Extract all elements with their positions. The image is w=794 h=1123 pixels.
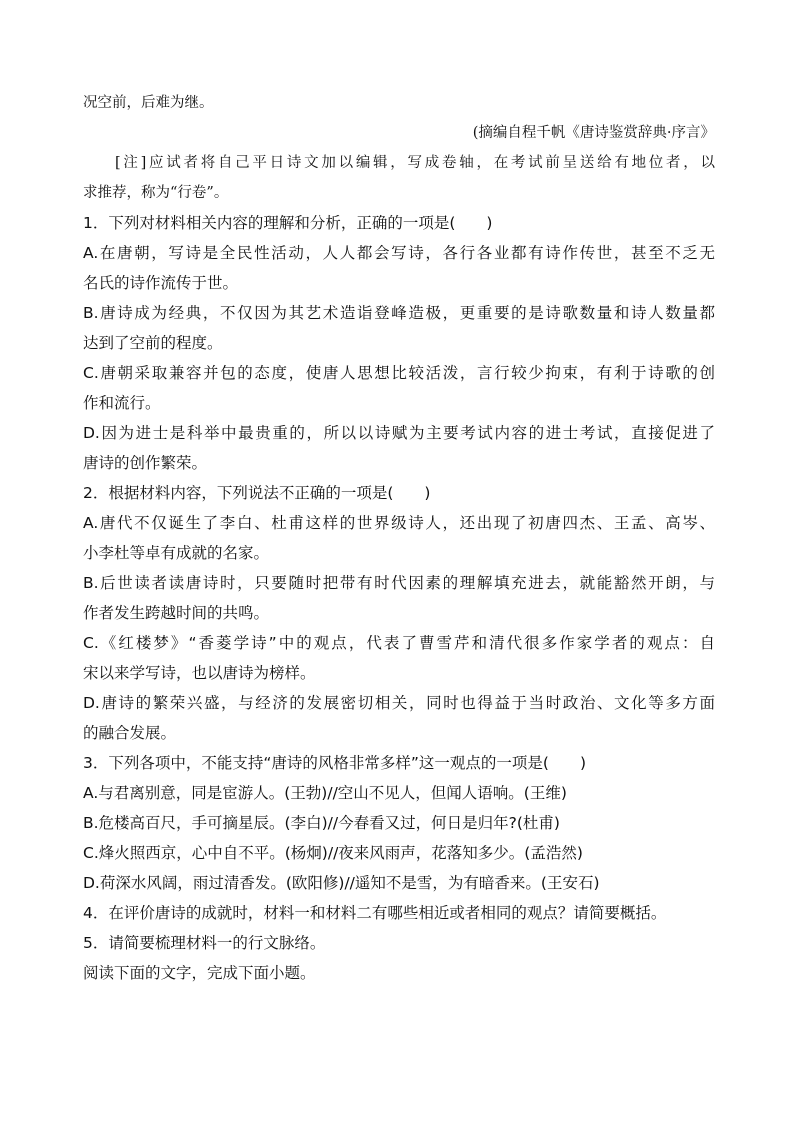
next-section-instruction: 阅读下面的文字，完成下面小题。	[83, 964, 316, 982]
question-3-option-d: D.荷深水风阔，雨过清香发。(欧阳修)//遥知不是雪，为有暗香来。(王安石)	[83, 874, 600, 892]
question-3-option-c: C.烽火照西京，心中自不平。(杨炯)//夜来风雨声，花落知多少。(孟浩然)	[83, 844, 583, 862]
question-1-option-b: B.唐诗成为经典，不仅因为其艺术造诣登峰造极，更重要的是诗歌数量和诗人数量都	[83, 304, 715, 322]
question-3-option-a: A.与君离别意，同是宦游人。(王勃)//空山不见人，但闻人语响。(王维)	[83, 784, 567, 802]
question-1-option-d: D.因为进士是科举中最贵重的，所以以诗赋为主要考试内容的进士考试，直接促进了	[83, 424, 715, 442]
question-2-option-a: A.唐代不仅诞生了李白、杜甫这样的世界级诗人，还出现了初唐四杰、王孟、高岑、	[83, 514, 715, 532]
question-1-stem: 1．下列对材料相关内容的理解和分析，正确的一项是( )	[83, 214, 493, 232]
question-1-option-a: A.在唐朝，写诗是全民性活动，人人都会写诗，各行各业都有诗作传世，甚至不乏无	[83, 244, 715, 262]
question-2-option-c-cont: 宋以来学写诗，也以唐诗为榜样。	[83, 664, 316, 682]
question-5: 5．请简要梳理材料一的行文脉络。	[83, 934, 326, 952]
passage-tail-line: 况空前，后难为继。	[83, 95, 214, 111]
question-3-stem: 3．下列各项中，不能支持“唐诗的风格非常多样”这一观点的一项是( )	[83, 754, 587, 772]
question-2-option-b-cont: 作者发生跨越时间的共鸣。	[83, 604, 270, 622]
question-2-stem: 2．根据材料内容，下列说法不正确的一项是( )	[83, 484, 431, 502]
question-2-option-b: B.后世读者读唐诗时，只要随时把带有时代因素的理解填充进去，就能豁然开朗，与	[83, 574, 715, 592]
question-2-option-d-cont: 的融合发展。	[83, 724, 177, 742]
question-1-option-b-cont: 达到了空前的程度。	[83, 334, 223, 352]
question-3-option-b: B.危楼高百尺，手可摘星辰。(李白)//今春看又过，何日是归年?(杜甫)	[83, 814, 560, 832]
document-page	[83, 88, 715, 988]
passage-citation: (摘编自程千帆《唐诗鉴赏辞典·序言》	[472, 125, 715, 141]
question-2-option-a-cont: 小李杜等卓有成就的名家。	[83, 544, 270, 562]
passage-note-line: 求推荐，称为“行卷”。	[83, 185, 229, 201]
question-1-option-a-cont: 名氏的诗作流传于世。	[83, 274, 239, 292]
question-1-option-c: C.唐朝采取兼容并包的态度，使唐人思想比较活泼，言行较少拘束，有利于诗歌的创	[83, 364, 715, 382]
question-1-option-d-cont: 唐诗的创作繁荣。	[83, 454, 208, 472]
question-2-option-c: C.《红楼梦》“香菱学诗”中的观点，代表了曹雪芹和清代很多作家学者的观点：自	[83, 634, 715, 652]
question-2-option-d: D.唐诗的繁荣兴盛，与经济的发展密切相关，同时也得益于当时政治、文化等多方面	[83, 694, 715, 712]
question-1-option-c-cont: 作和流行。	[83, 394, 161, 412]
passage-note-line: [注]应试者将自己平日诗文加以编辑，写成卷轴，在考试前呈送给有地位者，以	[115, 155, 715, 171]
question-4: 4．在评价唐诗的成就时，材料一和材料二有哪些相近或者相同的观点？请简要概括。	[83, 904, 667, 922]
